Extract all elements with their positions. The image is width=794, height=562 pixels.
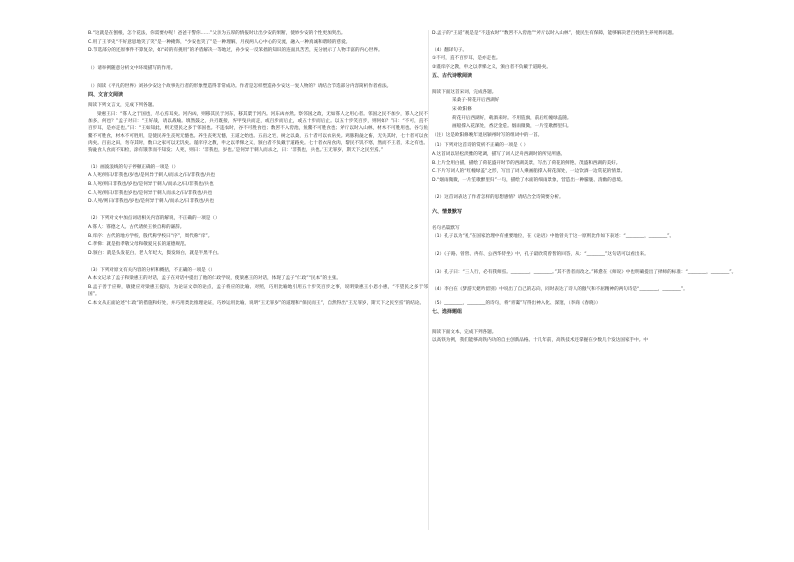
section-7-intro: 阅读下面文本，完成下列各题。 (432, 329, 497, 335)
question-3: （3）下列对原文有关内容的分析和概括，不正确的一项是（） (88, 267, 215, 273)
section-6-title: 六、情景默写 (432, 209, 463, 216)
question-2: （2）下列对文中加点词语相关内容的解说，不正确的一项是（） (88, 216, 220, 222)
pq1-option-b: B.上片全用白描，描绘了荷花盛开时节的西湖美景，写出了荷花的鲜艳、茂盛和西湖的美好。 (432, 160, 621, 166)
pq1-option-c: C.下片写词人的“红幢绿盖”之形，写出了词人乘画船撑入荷花深处，一边饮酒一边赏花的情景。 (432, 169, 626, 175)
dictation-1: （1）孔子以为“礼”在国家治理中有重要地位，在《论语》中他曾关于这一原则比作如下表述：“________，________”。 (432, 234, 675, 240)
q2-option-a: A.寡人：寡德之人。古代诸侯王侯自称的谦辞。 (88, 224, 185, 230)
pq1-option-d: D.“烟雨微微，一片笙歌醉里归”一句，描绘了水面的细雨景象，营造出一种朦胧、清幽的意境。 (432, 178, 626, 184)
poem-question-1: （1）下列对这首诗的赏析不正确的一项是（ ） (432, 143, 529, 149)
q3-option-c: C.本文从正面论述“仁政”的措施和好处，并巧用类比推理论证，巧妙运用比喻，说明“王无罪岁”的道理和“保民而王”，自然得出“王无罪岁，斯天下之民至焉”的结论。 (88, 300, 425, 306)
option-b-paragraph: B.“这就是在刨根，怎个花法，你需要办呢！爸爸干警你……”父亲为五厚的情报时让出少安的果断，使妙少安的个性更加突出。 (88, 31, 346, 36)
q4-item-1: ①不可，直不百步耳，是亦走也。 (432, 56, 501, 62)
question-4: （4）翻译句子。 (432, 47, 468, 53)
q2-option-b: B.庠序：古代的地方学校，殷代称学校曰“序”，周代称“庠”。 (88, 233, 213, 239)
section-6-intro: 名句名篇默写 (432, 225, 460, 231)
q2-option-d: D.颁白：就是头发花白，老人年纪大，鬓发斑白，就是半黑半白。 (88, 250, 222, 256)
question-1: （1）画波浪线的句子停顿正确的一项是（） (88, 164, 179, 170)
q4-item-2: ②谨庠序之教，申之以孝悌之义，颁白者不负戴于道路矣。 (432, 65, 551, 71)
q3-option-a: A.本文记录了孟子和梁惠王的对话，孟子在对话中提出了他的仁政学说，使梁惠王的对话，体现了孟子“仁政”“民本”的主张。 (88, 276, 341, 282)
poem-title: 采桑子·荷花开后西湖好 (452, 98, 500, 104)
section-5-intro: 阅读下面这首宋词，完成各题。 (432, 89, 497, 95)
column-divider (428, 30, 429, 530)
left-column (88, 30, 428, 309)
q1-option-c: C.人死/则曰/非我也岁也/是何异于刺人而杀之/曰/非我也/兵也 (88, 190, 213, 196)
poem-author: 宋·欧阳修 (452, 106, 472, 112)
dictation-3: （3）孔子曰：“三人行，必有我师焉。________，________。”其不善者而改之。”韩愈在《师说》中也明确提出了择师的标准：“________，________”。 (432, 269, 737, 275)
poem-question-2: （2）这首词表达了作者怎样的思想感情？请结合全诗简要分析。 (432, 194, 564, 200)
q1-option-b: B.人死/则曰非我也/岁也/是何异于刺人/而杀之/曰/非我也/兵也 (88, 182, 214, 188)
option-c-paragraph: C.用了王爷史“不好意思地笑了笑”是一种掩饰，“少安也笑了”是一种理解，月夜两人心中心的交流，融入一种真诚和谐睦的慈爱。 (88, 39, 351, 45)
section-4-title: 四、文言文阅读 (88, 92, 124, 99)
q3-option-d: D.孟子的“王道”观是是“不违农时”“数罟不入洿池”“斧斤以时入山林”，使民生有保障，能够解决老百姓的生养死葬问题。 (432, 31, 677, 36)
question-character: （）阅读《平凡的世界》刘孙少安这个故事先行者的形象塑造得非常成功。作者是怎样塑造孙少安这一复人物的？请结合节选部分内容简析作者看法。 (88, 83, 392, 89)
section-7-text: 以高铁为例，我们能够高铁内功的自主创新品格。十几年前，高铁技术还掌握在少数几个发达国家手中。中 (432, 338, 648, 344)
q2-option-c: C.孝悌：就是指孝敬父母和敬爱兄长的道德规范。 (88, 242, 190, 248)
classical-passage: 梁惠王曰：“寡人之于国也，尽心焉耳矣。河内凶，则移其民于河东，移其粟于河内。河东凶亦然。察邻国之政，无如寡人之用心者。邻国之民不加少，寡人之民不加多，何也？”孟子对曰：“王好战，请以战喻。填然鼓之，兵刃既接，弃甲曳兵而走，或百步而后止，或五十步而后止。以五十步笑百步，则何如？”曰：“不可，直不百步耳，是亦走也。”曰：“王如知此，则无望民之多于邻国也。不违农时，谷不可胜食也；数罟不入洿池，鱼鳖不可胜食也；斧斤以时入山林，材木不可胜用也。谷与鱼鳖不可胜食，材木不可胜用，是使民养生丧死无憾也。养生丧死无憾，王道之始也。五亩之宅，树之以桑，五十者可以衣帛矣。鸡豚狗彘之畜，无失其时，七十者可以食肉矣。百亩之田，勿夺其时，数口之家可以无饥矣。谨庠序之教，申之以孝悌之义，颁白者不负戴于道路矣。七十者衣帛食肉，黎民不饥不寒，然而不王者，未之有也。狗彘食人食而不知检，涂有饿莩而不知发；人死，则曰：‘非我也，岁也。’是何异于刺人而杀之，曰：‘非我也，兵也。’王无罪岁，斯天下之民至焉。” (88, 111, 428, 153)
dictation-4: （4）李白在《梦游天姥吟留别》中说出了自己的志向，同时表达了诗人的傲气和不屈精神的两句诗是“________，________”。 (432, 287, 688, 293)
dictation-2: （2）《子路、曾皙、冉有、公西华侍坐》中，孔子最欣赏曾皙的回答，从：“________”这句话可以看出来。 (432, 252, 649, 258)
poem-line-2: 画船撑入花深处，香泛金卮。烟雨微微，一片笙歌醉里归。 (452, 124, 572, 130)
right-column (432, 30, 778, 346)
poem-line-1: 荷花开后西湖好，载酒来时。不用旌旗，前后红幢绿盖随。 (452, 115, 572, 121)
section-4-intro: 阅读下列文言文，完成下列各题。 (88, 103, 157, 109)
q1-option-a: A.人死/则曰/非我也/岁也/是何异于刺人/而杀之/曰/非我也/兵也 (88, 173, 216, 179)
question-environment: （）请举例随意分析文中环境描写的作用。 (88, 66, 176, 72)
poem-note: （注）这是欧阳修晚年退居颍州时写的组词中的一首。 (432, 133, 543, 139)
section-5-title: 五、古代诗歌阅读 (432, 73, 473, 80)
q3-option-b: B.孟子善于应辩，敏捷应对梁惠王提问，为论证文章的论点，孟子将应的比喻、对照，巧用比喻地引用五十步笑百步之事，说明梁惠王小恩小惠，“不望民之多于邻国”。 (88, 285, 428, 298)
option-d-paragraph: D.节选部分的还原事件不算复杂，如“砖的有挑用”的矛盾解决一等地过，孙少安一反笨拙的知识的连面具苦苦，充分展示了人物丰富的内心世界。 (88, 48, 383, 54)
pq1-option-a: A.这首词以轻松淡雅的笔调，描写了词人泛舟西湖时的所见所感。 (432, 151, 566, 157)
section-7-title: 七、选择题组 (432, 309, 463, 316)
dictation-5: （5）________，________的诗句，将“青霭”写得出神入化、深邃，（李商《春晓》） (432, 301, 601, 307)
q1-option-d: D.人死/则曰/非我也/岁也/是何异于刺人/而杀之/曰非我也/兵也 (88, 199, 215, 205)
